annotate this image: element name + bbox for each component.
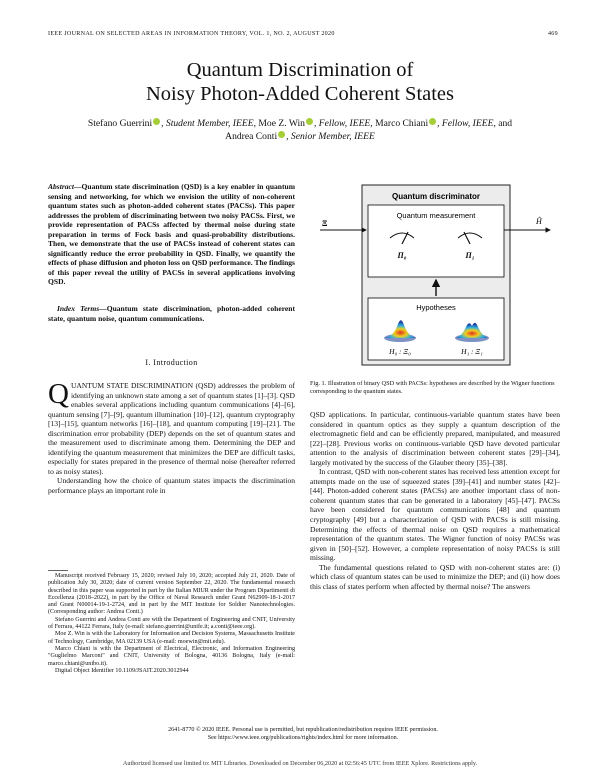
- measurement-label: Quantum measurement: [396, 211, 476, 220]
- index-terms: [48, 304, 295, 323]
- author-and: , and: [493, 118, 513, 129]
- right-paragraph-1: QSD applications. In particular, continuous-variable quantum states have been considered in quantum optics as they supply a quantum description of the electromagnetic field and can be efficiently prepared, manipulated, and measured [22]–[28]. Previous works on continuous-variable QSD have devoted particular attention to the analysis of discrimination between coherent states [29]–[34], largely motivated by the success of the Glauber theory [35]–[38].: [310, 410, 560, 467]
- right-paragraph-2: In contrast, QSD with non-coherent states has received less attention except for attempts made on the use of squeezed states [39]–[41] and number states [42]–[44]. Photon-added coherent states (PACSs) are another important class of non-coherent quantum states that can be generated in a laboratory [45]–[47]. PACSs have been considered for quantum communications [48] and quantum cryptography [49] but a characterization of QSD with PACSs is still missing. Determining the effects of thermal noise on QSD requires a mathematical representation of the quantum states. The Wigner function of noisy PACSs was given in [50]–[52]. However, a complete representation of noisy PACSs is still missing.: [310, 467, 560, 563]
- author-role: , Fellow, IEEE: [313, 118, 371, 129]
- index-terms-text: —Quantum state discrimination, photon-added coherent state, quantum noise, quantum communications.: [48, 304, 295, 323]
- author-name: Andrea Conti: [225, 131, 278, 142]
- index-terms-label: Index Terms: [57, 304, 100, 313]
- footnote-doi: Digital Object Identifier 10.1109/JSAIT.2020.3012944: [55, 667, 189, 674]
- abstract-label: Abstract: [48, 182, 74, 191]
- orcid-icon[interactable]: [278, 131, 285, 138]
- author-role: , Student Member, IEEE: [161, 118, 254, 129]
- pi0-label: Π₀: [397, 251, 407, 260]
- paper-title-line2: Noisy Photon-Added Coherent States: [145, 83, 455, 105]
- discriminator-label: Quantum discriminator: [391, 192, 481, 201]
- right-column-body: [310, 410, 560, 591]
- intro-lead: UANTUM STATE DISCRIMINATION (QSD): [70, 381, 216, 390]
- orcid-icon[interactable]: [153, 118, 160, 125]
- copyright-line: 2641-8770 © 2020 IEEE. Personal use is permitted, but republication/redistribution requires IEEE permission.: [168, 727, 438, 733]
- footnotes: [48, 573, 295, 675]
- intro-body: [48, 378, 296, 496]
- drop-cap: Q: [48, 378, 69, 410]
- intro-paragraph-1: addresses the problem of identifying an unknown state among a set of quantum states [1]–[3]. QSD enables several applications including quantum communications [4]–[6], quantum sensing [7]–[9], quantum illumination [10]–[12], quantum cryptography [13]–[15], quantum networks [16]–[18], and quantum computing [19]–[21]. The discrimination error probability (DEP) depends on the set of quantum states and the measurement used to discriminate among them. Determining the DEP and identifying the quantum measurement that minimizes the DEP are difficult tasks, especially for states prepared in the presence of thermal noise (hereafter referred to as noisy states).: [48, 381, 296, 476]
- license-notice: Authorized licensed use limited to: MIT Libraries. Downloaded on December 06,2020 at 02:56:45 UTC from IEEE Xplore. Restrictions apply.: [122, 760, 478, 767]
- paper-title-line1: Quantum Discrimination of: [186, 59, 414, 81]
- abstract-text: —Quantum state discrimination (QSD) is a key enabler in quantum sensing and networking, for which we envision the utility of non-coherent quantum states such as photon-added coherent states (PACSs). This paper addresses the problem of discriminating between two noisy PACSs. First, we provide representation of PACSs affected by thermal noise during state preparation in terms of Fock basis and quasi-probability distributions. Then, we demonstrate that the use of PACSs instead of coherent states can significantly reduce the error probability in QSD. Finally, we quantify the effects of phase diffusion and photon loss on QSD performance. The findings of this paper reveal the utility of PACSs in several applications involving QSD.: [48, 182, 295, 287]
- footnote-affiliation-3: Marco Chiani is with the Department of Electrical, Electronic, and Information Engineering "Guglielmo Marconi" and CNIT, University of Bologna, 40136 Bologna, Italy (e-mail: marco.chiani@unibo.it).: [48, 645, 295, 667]
- footnote-rule: [48, 570, 68, 571]
- author-name: , Marco Chiani: [370, 118, 429, 129]
- footnote-manuscript: Manuscript received February 15, 2020; revised July 10, 2020; accepted July 21, 2020. Date of publication July 30, 2020; date of current version September 22, 2020. The fundamental research described in this paper was supported in part by the Italian MIUR under the Program Dipartimenti di Eccellenza (2018–2022), in part by the Office of Naval Research under Grant N62909-18-1-2017 and Grant N00014-19-1-2724, and in part by the MIT Institute for Soldier Nanotechnologies. (Corresponding author: Andrea Conti.): [48, 573, 295, 616]
- output-symbol: Ĥ: [536, 217, 542, 226]
- orcid-icon[interactable]: [429, 118, 436, 125]
- abstract: [48, 182, 295, 287]
- hypotheses-label: Hypotheses: [416, 303, 456, 312]
- author-role: , Senior Member, IEEE: [286, 131, 375, 142]
- running-header: IEEE JOURNAL ON SELECTED AREAS IN INFORMATION THEORY, VOL. 1, NO. 2, AUGUST 2020: [48, 31, 335, 37]
- footnote-affiliation-1: Stefano Guerrini and Andrea Conti are with the Department of Engineering and CNIT, University of Ferrara, 44122 Ferrara, Italy (e-mail: stefano.guerrini@unife.it; a.conti@ieee.org).: [48, 616, 295, 631]
- section-heading: I. Introduction: [145, 358, 198, 367]
- input-symbol: Ξ: [322, 219, 328, 228]
- orcid-icon[interactable]: [306, 118, 313, 125]
- right-paragraph-3: The fundamental questions related to QSD with non-coherent states are: (i) which class of quantum states can be used to minimize the DEP; and (ii) how does this class of states perform when affected by thermal noise? The answers: [310, 562, 560, 591]
- footnote-affiliation-2: Moe Z. Win is with the Laboratory for Information and Decision Systems, Massachusetts Institute of Technology, Cambridge, MA 02139 USA (e-mail: moewin@mit.edu).: [48, 631, 295, 645]
- author-name: , Moe Z. Win: [253, 118, 305, 129]
- h1-label: H₁ : Ξ₁: [461, 347, 483, 356]
- page-number: 469: [547, 31, 558, 37]
- figure-caption: Fig. 1. Illustration of binary QSD with PACSs: hypotheses are described by the Wigner functions corresponding to the quantum states.: [310, 380, 555, 395]
- figure-diagram: [310, 180, 560, 370]
- h0-label: H₀ : Ξ₀: [389, 347, 411, 356]
- rights-link[interactable]: See https://www.ieee.org/publications/rights/index.html for more information.: [207, 734, 399, 741]
- author-role: , Fellow, IEEE: [437, 118, 494, 129]
- copyright-footer: [48, 727, 558, 742]
- pi1-label: Π₁: [465, 251, 475, 260]
- figure-1: [310, 180, 560, 370]
- intro-paragraph-2: Understanding how the choice of quantum states impacts the discrimination performance plays an important role in: [48, 476, 295, 496]
- author-name: Stefano Guerrini: [87, 118, 153, 129]
- author-list: [30, 117, 570, 143]
